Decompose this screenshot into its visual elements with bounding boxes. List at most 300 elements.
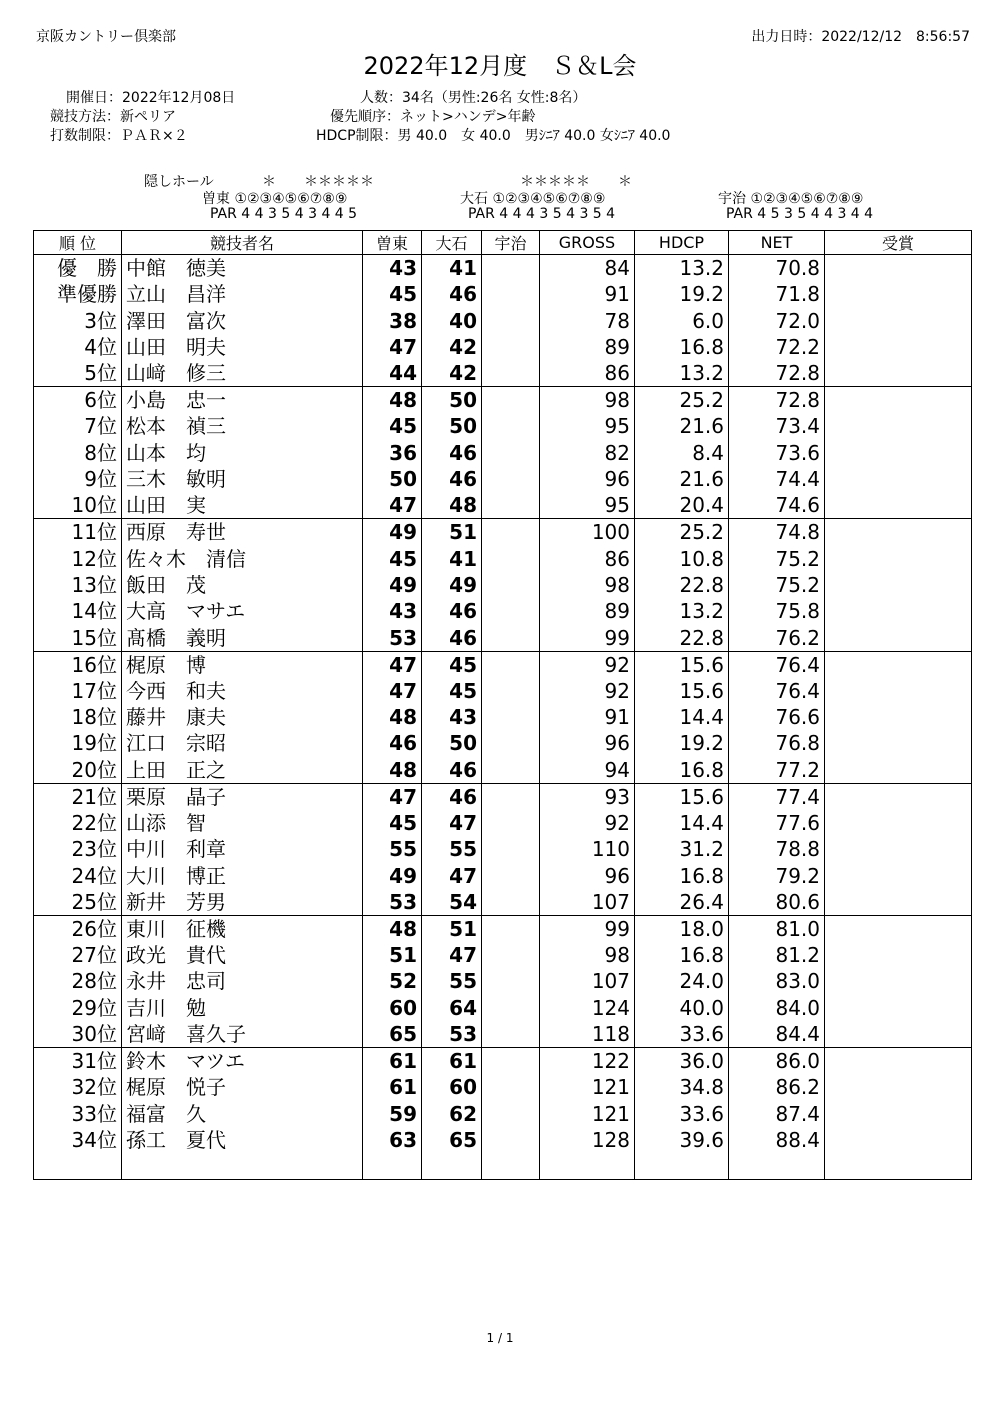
header-rank: 順 位 — [34, 231, 122, 255]
blank-cell — [34, 1153, 122, 1179]
score-hdcp: 10.8 — [635, 545, 729, 571]
score-oishi: 49 — [422, 572, 482, 598]
score-net: 76.4 — [729, 651, 825, 678]
score-net: 83.0 — [729, 968, 825, 994]
table-row — [34, 387, 972, 414]
table-row — [34, 862, 972, 888]
score-gross: 100 — [540, 519, 635, 546]
score-hdcp: 25.2 — [635, 387, 729, 414]
score-uji — [482, 281, 540, 307]
blank-cell — [422, 1153, 482, 1179]
player-rank: 16位 — [34, 651, 122, 678]
page-number: 1 / 1 — [486, 1331, 514, 1345]
score-uji — [482, 678, 540, 704]
header-net: NET — [729, 231, 825, 255]
award — [825, 889, 972, 916]
table-row — [34, 1048, 972, 1075]
score-hdcp: 39.6 — [635, 1127, 729, 1153]
award — [825, 810, 972, 836]
award — [825, 598, 972, 624]
score-gross: 124 — [540, 995, 635, 1021]
score-oishi: 62 — [422, 1100, 482, 1126]
score-gross: 93 — [540, 783, 635, 810]
score-oishi: 41 — [422, 255, 482, 282]
score-net: 75.8 — [729, 598, 825, 624]
hidden-hole-label: 隠しホール — [144, 174, 214, 190]
score-hdcp: 19.2 — [635, 281, 729, 307]
score-sotai: 50 — [363, 466, 422, 492]
participant-count: 人数：34名（男性:26名 女性:8名） — [360, 90, 587, 106]
award — [825, 360, 972, 387]
score-oishi: 61 — [422, 1048, 482, 1075]
table-row — [34, 836, 972, 862]
player-name: 今西 和夫 — [122, 678, 363, 704]
player-name: 西原 寿世 — [122, 519, 363, 546]
score-sotai: 47 — [363, 678, 422, 704]
blank-cell — [635, 1153, 729, 1179]
player-rank: 8位 — [34, 440, 122, 466]
score-gross: 107 — [540, 968, 635, 994]
player-name: 中川 利章 — [122, 836, 363, 862]
table-row — [34, 519, 972, 546]
hdcp-limit: HDCP制限：男 40.0 女 40.0 男ｼﾆｱ 40.0 女ｼﾆｱ 40.0 — [316, 128, 671, 144]
score-uji — [482, 704, 540, 730]
award — [825, 704, 972, 730]
player-rank: 優 勝 — [34, 255, 122, 282]
score-uji — [482, 334, 540, 360]
award — [825, 1048, 972, 1075]
score-net: 81.2 — [729, 942, 825, 968]
score-hdcp: 33.6 — [635, 1100, 729, 1126]
table-row — [34, 466, 972, 492]
score-oishi: 48 — [422, 492, 482, 519]
output-datetime: 出力日時：2022/12/12 8:56:57 — [751, 29, 970, 45]
player-name: 立山 昌洋 — [122, 281, 363, 307]
score-sotai: 65 — [363, 1021, 422, 1048]
player-rank: 34位 — [34, 1127, 122, 1153]
score-oishi: 46 — [422, 466, 482, 492]
player-rank: 15位 — [34, 625, 122, 652]
score-gross: 95 — [540, 413, 635, 439]
score-hdcp: 25.2 — [635, 519, 729, 546]
award — [825, 334, 972, 360]
score-gross: 92 — [540, 678, 635, 704]
score-uji — [482, 730, 540, 756]
score-sotai: 47 — [363, 783, 422, 810]
score-oishi: 47 — [422, 862, 482, 888]
player-name: 孫工 夏代 — [122, 1127, 363, 1153]
score-sotai: 59 — [363, 1100, 422, 1126]
player-name: 澤田 富次 — [122, 307, 363, 333]
award — [825, 757, 972, 784]
table-row — [34, 572, 972, 598]
header-sotai: 曽東 — [363, 231, 422, 255]
player-rank: 30位 — [34, 1021, 122, 1048]
player-name: 三木 敏明 — [122, 466, 363, 492]
score-oishi: 55 — [422, 836, 482, 862]
score-oishi: 47 — [422, 810, 482, 836]
score-net: 72.2 — [729, 334, 825, 360]
table-row — [34, 968, 972, 994]
score-hdcp: 19.2 — [635, 730, 729, 756]
score-uji — [482, 862, 540, 888]
score-oishi: 54 — [422, 889, 482, 916]
score-sotai: 49 — [363, 519, 422, 546]
player-name: 栗原 晶子 — [122, 783, 363, 810]
priority-order: 優先順序：ネット>ハンデ>年齢 — [330, 109, 536, 125]
player-rank: 27位 — [34, 942, 122, 968]
score-gross: 89 — [540, 334, 635, 360]
score-uji — [482, 466, 540, 492]
table-header-row — [34, 231, 972, 255]
score-uji — [482, 360, 540, 387]
player-name: 政光 貴代 — [122, 942, 363, 968]
award — [825, 1100, 972, 1126]
award — [825, 678, 972, 704]
table-row — [34, 1100, 972, 1126]
table-row — [34, 704, 972, 730]
player-rank: 26位 — [34, 915, 122, 942]
player-name: 梶原 悦子 — [122, 1074, 363, 1100]
score-hdcp: 21.6 — [635, 466, 729, 492]
score-uji — [482, 915, 540, 942]
score-gross: 78 — [540, 307, 635, 333]
score-gross: 89 — [540, 598, 635, 624]
table-row — [34, 307, 972, 333]
score-oishi: 46 — [422, 783, 482, 810]
score-sotai: 60 — [363, 995, 422, 1021]
player-rank: 10位 — [34, 492, 122, 519]
score-sotai: 47 — [363, 651, 422, 678]
score-net: 76.2 — [729, 625, 825, 652]
table-row — [34, 995, 972, 1021]
award — [825, 281, 972, 307]
score-net: 86.2 — [729, 1074, 825, 1100]
player-rank: 19位 — [34, 730, 122, 756]
score-gross: 98 — [540, 942, 635, 968]
stroke-limit: 打数制限：ＰＡＲ×２ — [50, 128, 188, 144]
score-net: 70.8 — [729, 255, 825, 282]
score-oishi: 45 — [422, 651, 482, 678]
table-row — [34, 757, 972, 784]
score-hdcp: 14.4 — [635, 810, 729, 836]
score-oishi: 42 — [422, 360, 482, 387]
player-name: 佐々木 清信 — [122, 545, 363, 571]
score-oishi: 50 — [422, 387, 482, 414]
score-gross: 86 — [540, 545, 635, 571]
table-row — [34, 942, 972, 968]
score-sotai: 63 — [363, 1127, 422, 1153]
award — [825, 519, 972, 546]
award — [825, 440, 972, 466]
score-oishi: 64 — [422, 995, 482, 1021]
score-gross: 99 — [540, 625, 635, 652]
score-hdcp: 14.4 — [635, 704, 729, 730]
player-rank: 20位 — [34, 757, 122, 784]
score-gross: 110 — [540, 836, 635, 862]
player-rank: 14位 — [34, 598, 122, 624]
score-uji — [482, 889, 540, 916]
player-rank: 32位 — [34, 1074, 122, 1100]
score-uji — [482, 1048, 540, 1075]
table-row — [34, 492, 972, 519]
course-3-par: PAR 4 5 3 5 4 4 3 4 4 — [726, 206, 874, 222]
score-uji — [482, 995, 540, 1021]
award — [825, 783, 972, 810]
score-uji — [482, 625, 540, 652]
score-net: 87.4 — [729, 1100, 825, 1126]
player-name: 山本 均 — [122, 440, 363, 466]
score-sotai: 45 — [363, 810, 422, 836]
player-name: 江口 宗昭 — [122, 730, 363, 756]
player-rank: 3位 — [34, 307, 122, 333]
score-uji — [482, 255, 540, 282]
score-gross: 95 — [540, 492, 635, 519]
score-gross: 98 — [540, 387, 635, 414]
score-oishi: 50 — [422, 413, 482, 439]
award — [825, 915, 972, 942]
player-name: 新井 芳男 — [122, 889, 363, 916]
table-row — [34, 440, 972, 466]
score-hdcp: 8.4 — [635, 440, 729, 466]
score-hdcp: 13.2 — [635, 598, 729, 624]
score-uji — [482, 387, 540, 414]
player-rank: 6位 — [34, 387, 122, 414]
score-oishi: 55 — [422, 968, 482, 994]
score-sotai: 48 — [363, 757, 422, 784]
score-hdcp: 36.0 — [635, 1048, 729, 1075]
award — [825, 1127, 972, 1153]
table-row — [34, 360, 972, 387]
results-table — [33, 230, 972, 1180]
score-net: 84.0 — [729, 995, 825, 1021]
score-sotai: 43 — [363, 598, 422, 624]
score-gross: 92 — [540, 651, 635, 678]
score-oishi: 46 — [422, 281, 482, 307]
blank-cell — [482, 1153, 540, 1179]
award — [825, 1021, 972, 1048]
score-net: 72.8 — [729, 387, 825, 414]
score-hdcp: 21.6 — [635, 413, 729, 439]
table-row — [34, 625, 972, 652]
player-rank: 11位 — [34, 519, 122, 546]
score-net: 74.6 — [729, 492, 825, 519]
player-name: 髙橋 義明 — [122, 625, 363, 652]
table-row — [34, 334, 972, 360]
event-date: 開催日：2022年12月08日 — [66, 90, 236, 106]
score-uji — [482, 545, 540, 571]
table-row — [34, 1021, 972, 1048]
header-gross: GROSS — [540, 231, 635, 255]
score-oishi: 41 — [422, 545, 482, 571]
table-row — [34, 783, 972, 810]
score-net: 73.6 — [729, 440, 825, 466]
score-sotai: 46 — [363, 730, 422, 756]
award — [825, 968, 972, 994]
hidden-hole-marks-1: ＊ ＊＊＊＊＊ — [262, 174, 374, 190]
score-uji — [482, 519, 540, 546]
score-uji — [482, 440, 540, 466]
award — [825, 862, 972, 888]
blank-cell — [122, 1153, 363, 1179]
score-uji — [482, 757, 540, 784]
score-hdcp: 15.6 — [635, 678, 729, 704]
score-gross: 96 — [540, 862, 635, 888]
score-uji — [482, 572, 540, 598]
player-rank: 7位 — [34, 413, 122, 439]
score-hdcp: 13.2 — [635, 255, 729, 282]
score-sotai: 38 — [363, 307, 422, 333]
score-gross: 96 — [540, 466, 635, 492]
score-uji — [482, 968, 540, 994]
score-uji — [482, 598, 540, 624]
score-gross: 82 — [540, 440, 635, 466]
player-name: 山田 明夫 — [122, 334, 363, 360]
player-name: 永井 忠司 — [122, 968, 363, 994]
score-sotai: 61 — [363, 1048, 422, 1075]
award — [825, 730, 972, 756]
player-rank: 21位 — [34, 783, 122, 810]
score-oishi: 53 — [422, 1021, 482, 1048]
score-oishi: 51 — [422, 519, 482, 546]
player-name: 飯田 茂 — [122, 572, 363, 598]
course-2-par: PAR 4 4 4 3 5 4 3 5 4 — [468, 206, 616, 222]
player-name: 小島 忠一 — [122, 387, 363, 414]
table-row — [34, 810, 972, 836]
score-sotai: 53 — [363, 889, 422, 916]
score-hdcp: 20.4 — [635, 492, 729, 519]
score-gross: 121 — [540, 1074, 635, 1100]
player-rank: 25位 — [34, 889, 122, 916]
score-uji — [482, 1100, 540, 1126]
score-sotai: 55 — [363, 836, 422, 862]
score-sotai: 49 — [363, 572, 422, 598]
score-net: 75.2 — [729, 545, 825, 571]
player-name: 宮﨑 喜久子 — [122, 1021, 363, 1048]
score-gross: 91 — [540, 704, 635, 730]
table-row — [34, 651, 972, 678]
award — [825, 1074, 972, 1100]
blank-cell — [729, 1153, 825, 1179]
score-hdcp: 31.2 — [635, 836, 729, 862]
score-uji — [482, 307, 540, 333]
score-sotai: 53 — [363, 625, 422, 652]
score-oishi: 45 — [422, 678, 482, 704]
score-oishi: 43 — [422, 704, 482, 730]
score-net: 84.4 — [729, 1021, 825, 1048]
player-rank: 28位 — [34, 968, 122, 994]
score-gross: 91 — [540, 281, 635, 307]
score-hdcp: 16.8 — [635, 757, 729, 784]
score-sotai: 52 — [363, 968, 422, 994]
score-net: 77.4 — [729, 783, 825, 810]
table-row — [34, 1074, 972, 1100]
score-net: 80.6 — [729, 889, 825, 916]
score-oishi: 46 — [422, 440, 482, 466]
score-net: 75.2 — [729, 572, 825, 598]
score-hdcp: 24.0 — [635, 968, 729, 994]
header-hdcp: HDCP — [635, 231, 729, 255]
table-row — [34, 545, 972, 571]
table-row — [34, 678, 972, 704]
blank-cell — [825, 1153, 972, 1179]
score-hdcp: 22.8 — [635, 572, 729, 598]
score-oishi: 46 — [422, 757, 482, 784]
score-hdcp: 16.8 — [635, 942, 729, 968]
score-oishi: 40 — [422, 307, 482, 333]
player-name: 東川 征機 — [122, 915, 363, 942]
club-name: 京阪カントリー倶楽部 — [36, 29, 176, 45]
player-name: 大川 博正 — [122, 862, 363, 888]
score-uji — [482, 810, 540, 836]
player-rank: 13位 — [34, 572, 122, 598]
score-sotai: 47 — [363, 492, 422, 519]
player-rank: 23位 — [34, 836, 122, 862]
competition-method: 競技方法：新ペリア — [50, 109, 176, 125]
award — [825, 307, 972, 333]
award — [825, 995, 972, 1021]
player-rank: 準優勝 — [34, 281, 122, 307]
score-net: 73.4 — [729, 413, 825, 439]
score-oishi: 50 — [422, 730, 482, 756]
player-rank: 4位 — [34, 334, 122, 360]
score-sotai: 36 — [363, 440, 422, 466]
player-rank: 18位 — [34, 704, 122, 730]
score-uji — [482, 492, 540, 519]
score-net: 74.4 — [729, 466, 825, 492]
table-row — [34, 413, 972, 439]
score-oishi: 46 — [422, 598, 482, 624]
player-rank: 24位 — [34, 862, 122, 888]
player-name: 藤井 康夫 — [122, 704, 363, 730]
score-uji — [482, 836, 540, 862]
player-name: 鈴木 マツエ — [122, 1048, 363, 1075]
score-net: 77.2 — [729, 757, 825, 784]
score-gross: 94 — [540, 757, 635, 784]
table-row — [34, 598, 972, 624]
award — [825, 255, 972, 282]
score-sotai: 47 — [363, 334, 422, 360]
score-gross: 121 — [540, 1100, 635, 1126]
blank-cell — [540, 1153, 635, 1179]
score-uji — [482, 942, 540, 968]
award — [825, 651, 972, 678]
table-row — [34, 281, 972, 307]
table-row — [34, 730, 972, 756]
score-net: 76.8 — [729, 730, 825, 756]
score-sotai: 48 — [363, 387, 422, 414]
score-uji — [482, 651, 540, 678]
score-gross: 118 — [540, 1021, 635, 1048]
score-gross: 92 — [540, 810, 635, 836]
score-net: 76.4 — [729, 678, 825, 704]
score-hdcp: 33.6 — [635, 1021, 729, 1048]
score-hdcp: 26.4 — [635, 889, 729, 916]
player-name: 中館 徳美 — [122, 255, 363, 282]
player-name: 松本 禎三 — [122, 413, 363, 439]
score-sotai: 45 — [363, 281, 422, 307]
score-uji — [482, 1021, 540, 1048]
score-uji — [482, 1127, 540, 1153]
award — [825, 545, 972, 571]
score-gross: 128 — [540, 1127, 635, 1153]
course-3-holes: 宇治 ①②③④⑤⑥⑦⑧⑨ — [718, 191, 864, 207]
score-sotai: 43 — [363, 255, 422, 282]
award — [825, 836, 972, 862]
player-rank: 31位 — [34, 1048, 122, 1075]
score-gross: 122 — [540, 1048, 635, 1075]
score-hdcp: 34.8 — [635, 1074, 729, 1100]
